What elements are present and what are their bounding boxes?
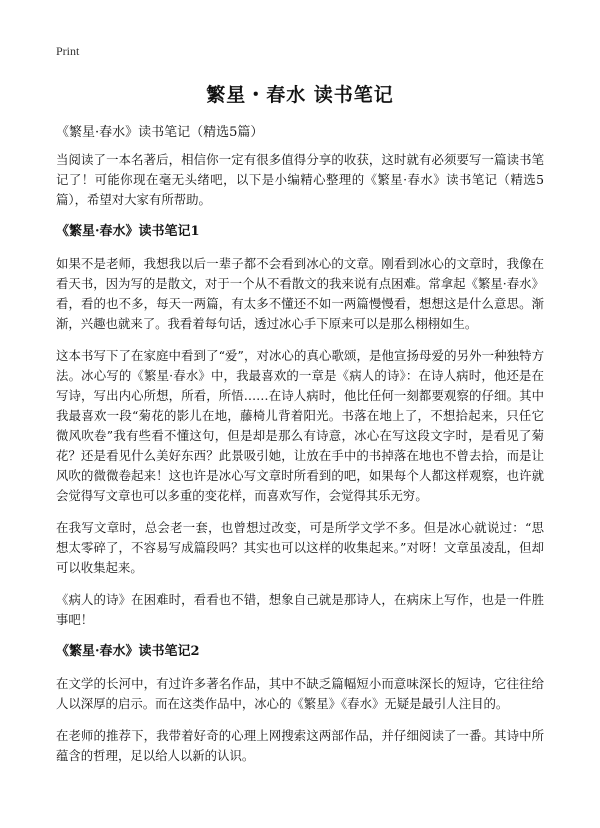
section2-paragraph-2: 在老师的推荐下，我带着好奇的心理上网搜索这两部作品，并仔细阅读了一番。其诗中所蕴含的哲理，足以给人以新的认识。 — [56, 728, 544, 763]
section1-paragraph-1: 如果不是老师，我想我以后一辈子都不会看到冰心的文章。刚看到冰心的文章时，我像在看天书，因为写的是散文，对于一个从不看散文的我来说有点困难。常拿起《繁星·春水》看，看的也不多，每天一两篇，有太多不懂还不如一两篇慢慢看，想想这是什么意思。渐渐，兴趣也就来了。我看着每句话，透过冰心手下原来可以是那么栩栩如生。 — [56, 256, 544, 331]
page-title: 繁星・春水 读书笔记 — [206, 84, 394, 106]
intro-paragraph: 当阅读了一本名著后，相信你一定有很多值得分享的收获，这时就有必须要写一篇读书笔记了！可能你现在毫无头绪吧，以下是小编精心整理的《繁星·春水》读书笔记（精选5篇），希望对大家有所帮助。 — [56, 152, 544, 207]
document-body — [56, 150, 544, 778]
section-heading-1: 《繁星·春水》读书笔记1 — [56, 224, 200, 239]
section1-paragraph-3: 在我写文章时，总会老一套，也曾想过改变，可是所学文学不多。但是冰心就说过：“思想太零碎了，不容易写成篇段吗？其实也可以这样的收集起来。”对呀！文章虽凌乱，但却可以收集起来。 — [56, 520, 544, 575]
section-heading-2: 《繁星·春水》读书笔记2 — [56, 644, 200, 659]
print-label: Print — [56, 44, 80, 58]
document-subtitle: 《繁星·春水》读书笔记（精选5篇） — [56, 125, 264, 140]
section1-paragraph-4: 《病人的诗》在困难时，看看也不错，想象自己就是那诗人，在病床上写作，也是一件胜事吧！ — [56, 592, 544, 627]
section2-paragraph-1: 在文学的长河中，有过许多著名作品，其中不缺乏篇幅短小而意味深长的短诗，它往往给人以深厚的启示。而在这类作品中，冰心的《繁星》《春水》无疑是最引人注目的。 — [56, 676, 544, 711]
section1-paragraph-2: 这本书写下了在家庭中看到了“爱”，对冰心的真心歌颂，是他宣扬母爱的另外一种独特方法。冰心写的《繁星·春水》中，我最喜欢的一章是《病人的诗》：在诗人病时，他还是在写诗，写出内心所想，所看，所悟……在诗人病时，他比任何一刻都要观察的仔细。其中我最喜欢一段“菊花的影儿在地，藤椅儿背着阳光。书落在地上了，不想拾起来，只任它微风吹卷”我有些看不懂这句，但是却是那么有诗意，冰心在写这段文字时，是看见了菊花？还是看见什么美好东西？此景吸引她，让放在手中的书掉落在地也不曾去拾，而是让风吹的微微卷起来！这也许是冰心写文章时所看到的吧，如果每个人都这样观察，也许就会觉得写文章也可以多重的变花样，而喜欢写作，会觉得其乐无穷。 — [56, 348, 544, 503]
